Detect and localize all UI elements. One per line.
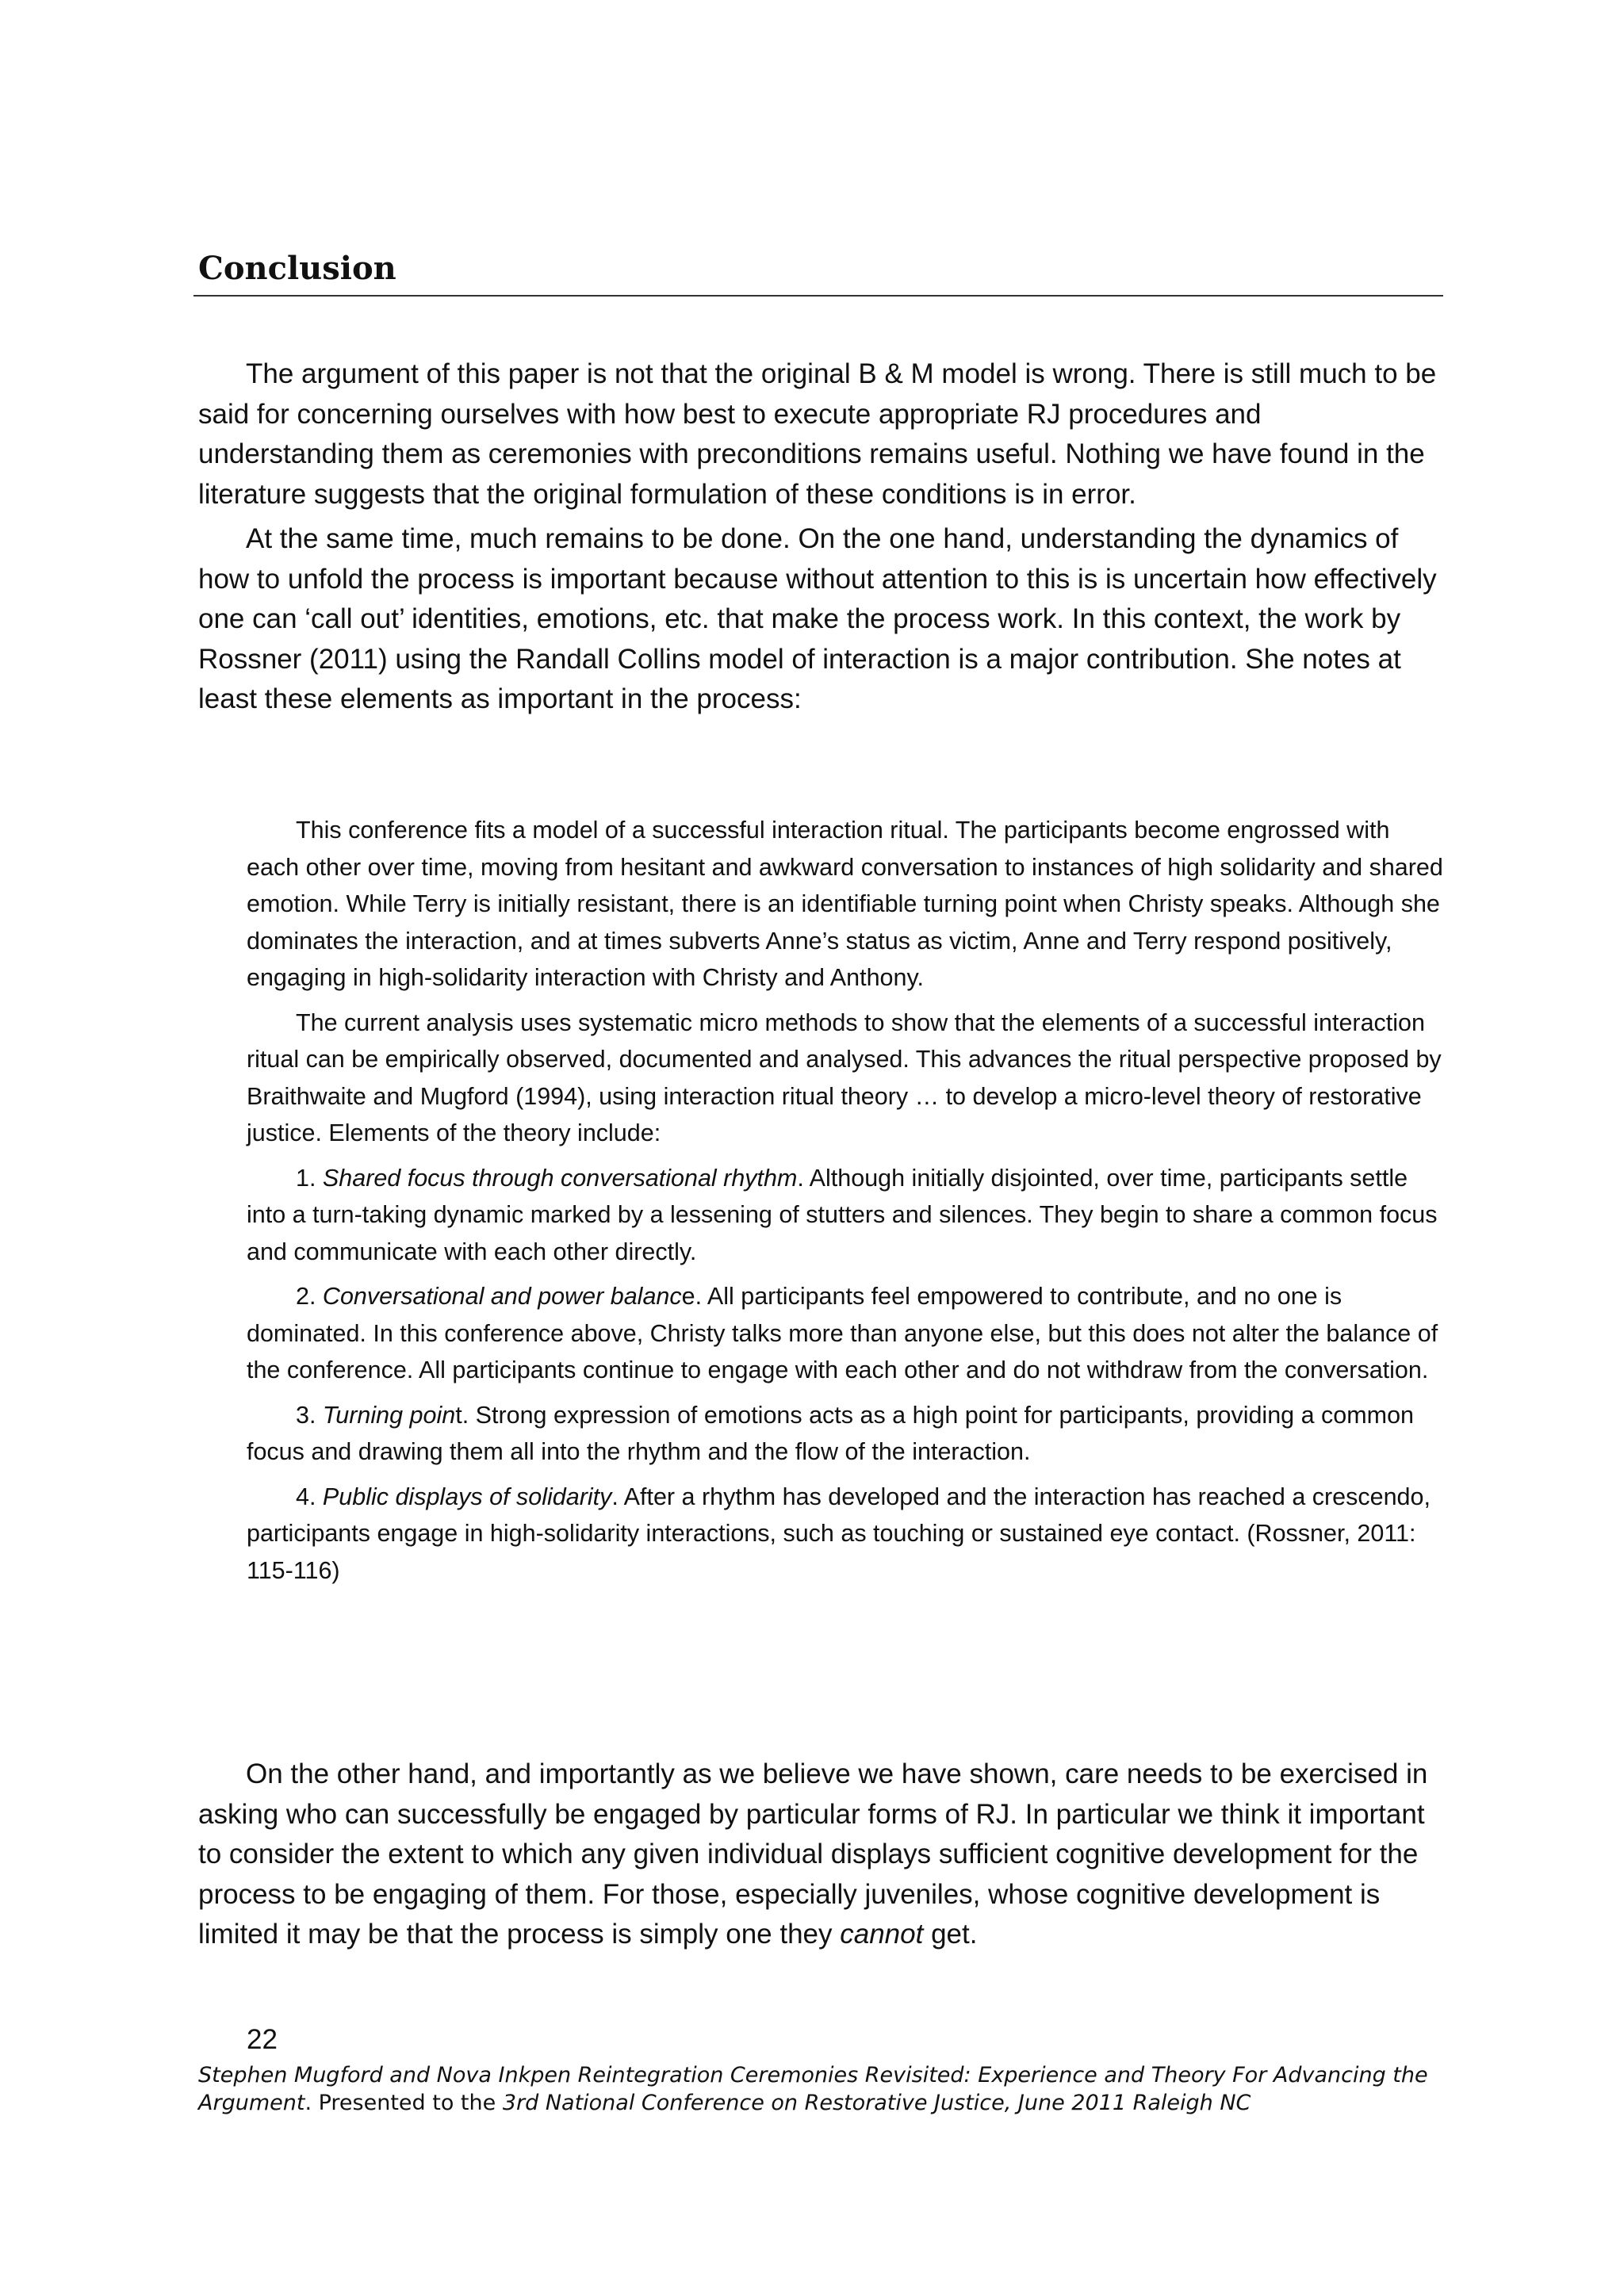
quote-item-number: 1. [296, 1164, 323, 1192]
quote-item-title: Conversational and power balanc [322, 1283, 682, 1310]
quote-item-number: 2. [296, 1283, 323, 1310]
emphasis-cannot: cannot [840, 1919, 924, 1950]
page-number: 22 [247, 2024, 278, 2055]
page-footer [198, 2061, 1467, 2117]
paragraph-other-hand-text: On the other hand, and importantly as we believe we have shown, care needs to be exercised in asking who can successfully be engaged by particular forms of RJ. In particular we think it important to consider the extent to which any given individual displays sufficient cognitive development for the process to be engaging of them. For those, especially juveniles, whose cognitive development is limited it may be that the process is simply one they [198, 1758, 1428, 1950]
quote-item-1 [247, 1160, 1444, 1271]
quote-item-number: 4. [296, 1483, 323, 1510]
quote-paragraph-2: The current analysis uses systematic micro methods to show that the elements of a successful interaction ritual can be empirically observed, documented and analysed. This advances the ritual perspective proposed by Braithwaite and Mugford (1994), using interaction ritual theory … to develop a micro-level theory of restorative justice. Elements of the theory include: [247, 1008, 1442, 1146]
paragraph-other-hand-end: get. [923, 1919, 978, 1950]
quote-item-3 [247, 1397, 1444, 1471]
footer-title: Stephen Mugford and Nova Inkpen Reintegration Ceremonies Revisited: Experience and Theory For Advancing the Argument [198, 2063, 1428, 2115]
block-quote [247, 812, 1444, 1597]
heading-underline [193, 295, 1443, 297]
quote-item-4 [247, 1479, 1444, 1590]
quote-item-title: Turning poin [322, 1401, 456, 1429]
quote-item-title: Shared focus through conversational rhythm [322, 1164, 798, 1192]
quote-item-title: Public displays of solidarity [322, 1483, 612, 1510]
section-heading: Conclusion [198, 250, 396, 287]
paragraph-argument: The argument of this paper is not that the original B & M model is wrong. There is still much to be said for concerning ourselves with how best to execute appropriate RJ procedures and understanding them as ceremonies with preconditions remains useful. Nothing we have found in the literature suggests that the original formulation of these conditions is in error. [198, 358, 1437, 510]
quote-item-text: . After a rhythm has developed and the interaction has reached a crescendo, participants engage in high-solidarity interactions, such as touching or sustained eye contact. (Rossner, 2011: 115-116) [247, 1483, 1431, 1584]
quote-item-text: t. Strong expression of emotions acts as a high point for participants, providing a common focus and drawing them all into the rhythm and the flow of the interaction. [247, 1401, 1414, 1465]
quote-item-2 [247, 1278, 1444, 1389]
intro-text [198, 354, 1443, 720]
closing-text [198, 1755, 1443, 1955]
paragraph-other-hand [198, 1755, 1443, 1955]
footer-venue: 3rd National Conference on Restorative Justice, June 2011 Raleigh NC [502, 2091, 1251, 2115]
quote-paragraph-1: This conference fits a model of a successful interaction ritual. The participants become engrossed with each other over time, moving from hesitant and awkward conversation to instances of high solidarity and shared emotion. While Terry is initially resistant, there is an identifiable turning point when Christy speaks. Although she dominates the interaction, and at times subverts Anne’s status as victim, Anne and Terry respond positively, engaging in high-solidarity interaction with Christy and Anthony. [247, 817, 1443, 991]
quote-item-text: . Although initially disjointed, over time, participants settle into a turn-taking dynamic marked by a lessening of stutters and silences. They begin to share a common focus and communicate with each other directly. [247, 1164, 1438, 1265]
paragraph-much-remains: At the same time, much remains to be done. On the one hand, understanding the dynamics of how to unfold the process is important because without attention to this is is uncertain how effectively one can ‘call out’ identities, emotions, etc. that make the process work. In this context, the work by Rossner (2011) using the Randall Collins model of interaction is a major contribution. She notes at least these elements as important in the process: [198, 523, 1437, 714]
footer-middle: . Presented to the [304, 2091, 503, 2115]
quote-item-text: e. All participants feel empowered to contribute, and no one is dominated. In this conference above, Christy talks more than anyone else, but this does not alter the balance of the conference. All participants continue to engage with each other and do not withdraw from the conversation. [247, 1283, 1438, 1383]
quote-item-number: 3. [296, 1401, 323, 1429]
